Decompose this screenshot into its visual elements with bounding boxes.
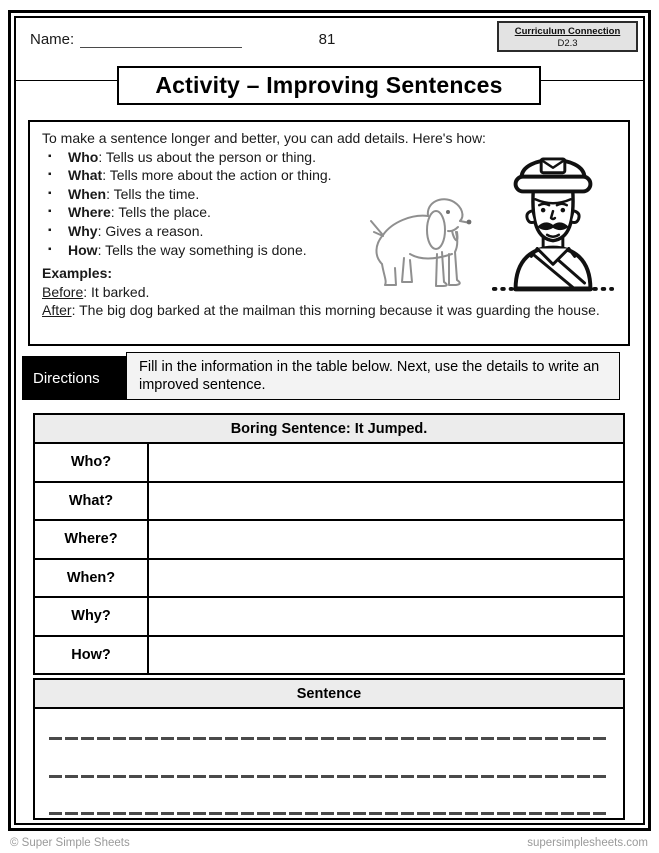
- mailman-icon: [488, 140, 618, 298]
- after-text: : The big dog barked at the mailman this morning because it was guarding the house.: [71, 302, 600, 319]
- bullet-term: Where: [68, 204, 111, 221]
- examples-label: Examples:: [42, 265, 113, 282]
- before-label: Before: [42, 283, 84, 300]
- bullet-text: : Gives a reason.: [97, 222, 204, 239]
- name-input-line[interactable]: [80, 47, 242, 48]
- row-input-why[interactable]: [149, 598, 623, 635]
- bullet-text: : Tells the place.: [110, 204, 211, 221]
- sentence-section: [33, 678, 625, 820]
- dog-illustration: [366, 188, 488, 298]
- writing-line-1[interactable]: [49, 737, 609, 740]
- bullet-text: : Tells the way something is done.: [97, 241, 307, 258]
- instruction-intro: To make a sentence longer and better, you can add details. Here's how:: [42, 130, 486, 146]
- bullet-term: Who: [68, 148, 99, 165]
- row-input-when[interactable]: [149, 560, 623, 597]
- boring-sentence-table: [33, 413, 625, 675]
- writing-line-3[interactable]: [49, 812, 609, 815]
- square-bullet-icon: ▪: [48, 187, 52, 199]
- sentence-header: Sentence: [35, 680, 623, 709]
- row-label-what: What?: [35, 483, 149, 520]
- bullet-term: Why: [68, 222, 98, 239]
- square-bullet-icon: ▪: [48, 150, 52, 162]
- table-row-how: [35, 637, 623, 674]
- website-text: supersimplesheets.com: [527, 837, 648, 849]
- row-input-what[interactable]: [149, 483, 623, 520]
- row-label-who: Who?: [35, 444, 149, 481]
- square-bullet-icon: ▪: [48, 224, 52, 236]
- mailman-illustration: [488, 140, 618, 298]
- directions-text-content: Fill in the information in the table below. Next, use the details to write an improved sentence.: [139, 358, 600, 393]
- bullet-term: How: [68, 241, 98, 258]
- name-label: Name:: [30, 31, 75, 48]
- table-row-why: [35, 598, 623, 637]
- table-row-what: [35, 483, 623, 522]
- worksheet-title: Activity – Improving Sentences: [117, 66, 541, 105]
- bullet-text: : Tells the time.: [106, 185, 200, 202]
- bullet-text: : Tells us about the person or thing.: [98, 148, 316, 165]
- table-row-where: [35, 521, 623, 560]
- table-row-who: [35, 444, 623, 483]
- table-header: Boring Sentence: It Jumped.: [35, 415, 623, 444]
- row-label-why: Why?: [35, 598, 149, 635]
- dog-icon: [366, 188, 488, 298]
- row-label-when: When?: [35, 560, 149, 597]
- square-bullet-icon: ▪: [48, 243, 52, 255]
- bullet-term: When: [68, 185, 107, 202]
- row-input-who[interactable]: [149, 444, 623, 481]
- bullet-text: : Tells more about the action or thing.: [102, 167, 332, 184]
- bullet-term: What: [68, 167, 103, 184]
- row-label-where: Where?: [35, 521, 149, 558]
- directions-text: [126, 352, 620, 400]
- curriculum-code: D2.3: [557, 37, 578, 49]
- page-number: 81: [318, 31, 336, 48]
- after-label: After: [42, 302, 72, 319]
- square-bullet-icon: ▪: [48, 169, 52, 181]
- table-row-when: [35, 560, 623, 599]
- row-label-how: How?: [35, 637, 149, 674]
- copyright-text: © Super Simple Sheets: [10, 837, 130, 849]
- before-text: : It barked.: [83, 283, 150, 300]
- curriculum-connection-title: Curriculum Connection: [514, 26, 621, 37]
- row-input-how[interactable]: [149, 637, 623, 674]
- curriculum-connection-badge: [497, 21, 638, 52]
- writing-line-2[interactable]: [49, 775, 609, 778]
- square-bullet-icon: ▪: [48, 206, 52, 218]
- after-example: [42, 301, 616, 320]
- directions-label: Directions: [22, 356, 126, 400]
- row-input-where[interactable]: [149, 521, 623, 558]
- instruction-box: [28, 120, 630, 346]
